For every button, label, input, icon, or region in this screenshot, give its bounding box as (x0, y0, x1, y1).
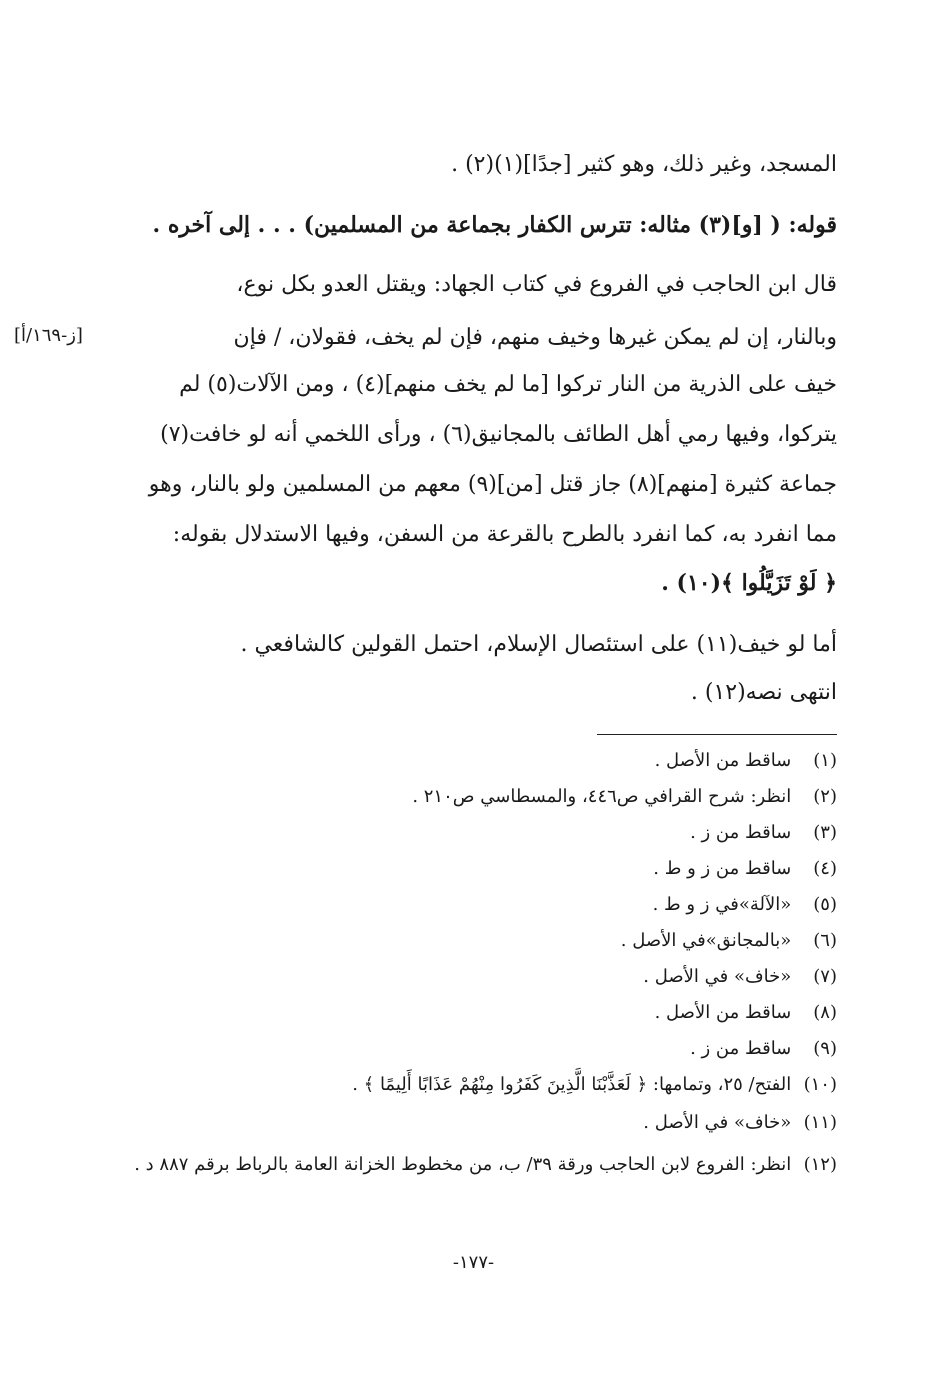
footnote-divider (597, 734, 837, 735)
footnote-12 (112, 1148, 837, 1182)
footnote-number: (٤) (813, 858, 837, 879)
footnote-number: (٩) (813, 1038, 837, 1059)
footnote-4 (112, 858, 837, 879)
footnote-number: (٨) (813, 1002, 837, 1023)
footnote-11 (112, 1112, 837, 1133)
footnote-text: ساقط من الأصل . (654, 1002, 792, 1023)
footnote-text: «الآلة»في ز و ط . (652, 894, 792, 915)
text-line-7: جماعة كثيرة [منهم](٨) جاز قتل [من](٩) معهم من المسلمين ولو بالنار، وهو (148, 472, 837, 497)
footnote-5 (112, 894, 837, 915)
footnote-10 (112, 1074, 837, 1095)
text-line-3: قال ابن الحاجب في الفروع في كتاب الجهاد: ويقتل العدو بكل نوع، (236, 272, 837, 297)
footnote-text: ساقط من ز . (690, 822, 792, 843)
footnote-number: (٣) (813, 822, 837, 843)
footnote-7 (112, 966, 837, 987)
footnote-number: (١٢) (803, 1154, 837, 1175)
footnote-text: ساقط من ز . (690, 1038, 792, 1059)
footnote-text: انظر: شرح القرافي ص٤٤٦، والمسطاسي ص٢١٠ . (412, 786, 792, 807)
margin-manuscript-reference: [ز-١٦٩/أ] (14, 325, 83, 346)
footnote-text: الفتح/ ٢٥، وتمامها: ﴿ لَعَذَّبْنَا الَّذِينَ كَفَرُوا مِنْهُمْ عَذَابًا أَلِيمًا ﴾ . (352, 1074, 792, 1095)
footnote-number: (٦) (813, 930, 837, 951)
footnote-number: (٥) (813, 894, 837, 915)
footnote-text: انظر: الفروع لابن الحاجب ورقة ٣٩/ ب، من مخطوط الخزانة العامة بالرباط برقم ٨٨٧ د . (134, 1154, 792, 1175)
footnote-2 (112, 786, 837, 807)
footnote-number: (١٠) (803, 1074, 837, 1095)
text-line-11: انتهى نصه(١٢) . (690, 680, 837, 705)
footnote-text: ساقط من ز و ط . (653, 858, 792, 879)
footnote-6 (112, 930, 837, 951)
page-number: -١٧٧- (452, 1252, 495, 1273)
footnote-number: (٢) (813, 786, 837, 807)
footnote-9 (112, 1038, 837, 1059)
footnote-1 (112, 750, 837, 771)
text-line-6: يتركوا، وفيها رمي أهل الطائف بالمجانيق(٦) ، ورأى اللخمي أنه لو خافت(٧) (160, 422, 837, 447)
footnote-text: «خاف» في الأصل . (643, 1112, 792, 1133)
quran-verse-line: ﴿ لَوْ تَزَيَّلُوا ﴾(١٠) . (661, 570, 837, 596)
heading-qawluhu: قوله: ( [و](٣) مثاله: تترس الكفار بجماعة من المسلمين) . . . إلى آخره . (152, 212, 837, 238)
footnote-number: (١) (813, 750, 837, 771)
footnote-3 (112, 822, 837, 843)
text-line-5: خيف على الذرية من النار تركوا [ما لم يخف منهم](٤) ، ومن الآلات(٥) لم (179, 372, 837, 397)
footnote-8 (112, 1002, 837, 1023)
text-line-10: أما لو خيف(١١) على استئصال الإسلام، احتمل القولين كالشافعي . (240, 632, 837, 657)
footnote-text: ساقط من الأصل . (654, 750, 792, 771)
footnote-number: (١١) (803, 1112, 837, 1133)
text-line-4: وبالنار، إن لم يمكن غيرها وخيف منهم، فإن لم يخف، فقولان، / فإن (233, 325, 837, 350)
text-line-8: مما انفرد به، كما انفرد بالطرح بالقرعة من السفن، وفيها الاستدلال بقوله: (172, 522, 837, 547)
footnote-number: (٧) (813, 966, 837, 987)
footnote-text: «خاف» في الأصل . (643, 966, 792, 987)
footnote-text: «بالمجانق»في الأصل . (620, 930, 792, 951)
text-line-1: المسجد، وغير ذلك، وهو كثير [جدًا](١)(٢) . (451, 152, 837, 177)
